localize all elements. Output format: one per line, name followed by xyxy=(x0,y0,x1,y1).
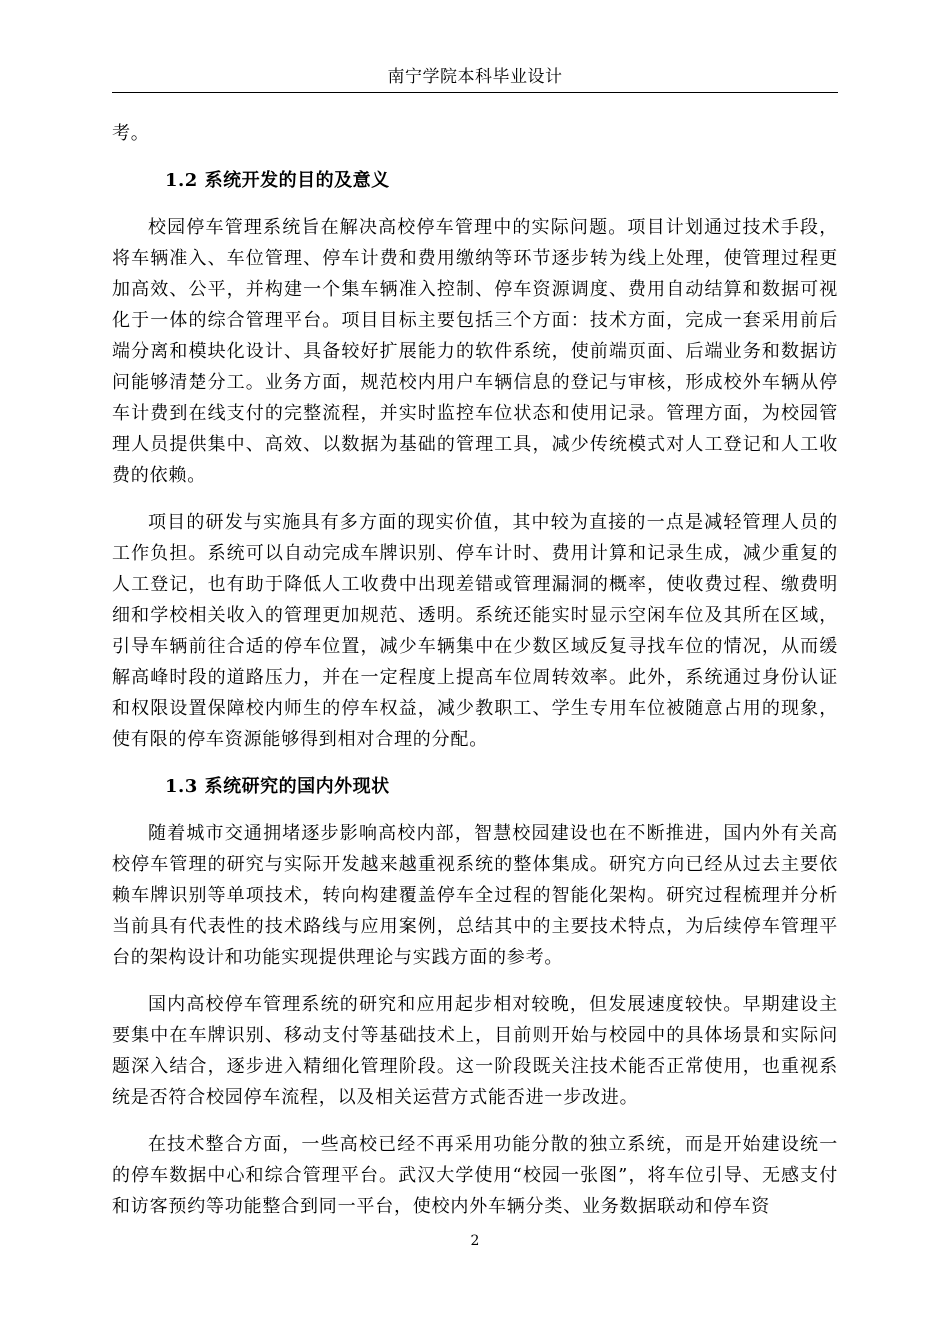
carryover-text: 考。 xyxy=(112,123,150,144)
page-body xyxy=(112,118,838,1222)
section-heading-1-3: 1.3 系统研究的国内外现状 xyxy=(165,776,390,797)
paragraph-1-2-value: 项目的研发与实施具有多方面的现实价值，其中较为直接的一点是减轻管理人员的工作负担。系统可以自动完成车牌识别、停车计时、费用计算和记录生成，减少重复的人工登记，也有助于降低人工收费中出现差错或管理漏洞的概率，使收费过程、缴费明细和学校相关收入的管理更加规范、透明。系统还能实时显示空闲车位及其所在区域，引导车辆前往合适的停车位置，减少车辆集中在少数区域反复寻找车位的情况，从而缓解高峰时段的道路压力，并在一定程度上提高车位周转效率。此外，系统通过身份认证和权限设置保障校内师生的停车权益，减少教职工、学生专用车位被随意占用的现象，使有限的停车资源能够得到相对合理的分配。 xyxy=(112,512,838,750)
running-header-title: 南宁学院本科毕业设计 xyxy=(387,67,563,87)
paragraph-1-3-overview: 随着城市交通拥堵逐步影响高校内部，智慧校园建设也在不断推进，国内外有关高校停车管理的研究与实际开发越来越重视系统的整体集成。研究方向已经从过去主要依赖车牌识别等单项技术，转向构建覆盖停车全过程的智能化架构。研究过程梳理并分析当前具有代表性的技术路线与应用案例，总结其中的主要技术特点，为后续停车管理平台的架构设计和功能实现提供理论与实践方面的参考。 xyxy=(112,823,838,968)
paragraph-1-3-integration: 在技术整合方面，一些高校已经不再采用功能分散的独立系统，而是开始建设统一的停车数据中心和综合管理平台。武汉大学使用“校园一张图”，将车位引导、无感支付和访客预约等功能整合到同一平台，使校内外车辆分类、业务数据联动和停车资 xyxy=(112,1134,838,1217)
section-heading-1-2: 1.2 系统开发的目的及意义 xyxy=(165,170,390,191)
page-number: 2 xyxy=(470,1233,480,1249)
header-divider xyxy=(112,92,838,93)
paragraph-1-2-purpose: 校园停车管理系统旨在解决高校停车管理中的实际问题。项目计划通过技术手段，将车辆准入、车位管理、停车计费和费用缴纳等环节逐步转为线上处理，使管理过程更加高效、公平，并构建一个集车辆准入控制、停车资源调度、费用自动结算和数据可视化于一体的综合管理平台。项目目标主要包括三个方面：技术方面，完成一套采用前后端分离和模块化设计、具备较好扩展能力的软件系统，使前端页面、后端业务和数据访问能够清楚分工。业务方面，规范校内用户车辆信息的登记与审核，形成校外车辆从停车计费到在线支付的完整流程，并实时监控车位状态和使用记录。管理方面，为校园管理人员提供集中、高效、以数据为基础的管理工具，减少传统模式对人工登记和人工收费的依赖。 xyxy=(112,217,838,486)
paragraph-1-3-domestic: 国内高校停车管理系统的研究和应用起步相对较晚，但发展速度较快。早期建设主要集中在车牌识别、移动支付等基础技术上，目前则开始与校园中的具体场景和实际问题深入结合，逐步进入精细化管理阶段。这一阶段既关注技术能否正常使用，也重视系统是否符合校园停车流程，以及相关运营方式能否进一步改进。 xyxy=(112,994,838,1108)
